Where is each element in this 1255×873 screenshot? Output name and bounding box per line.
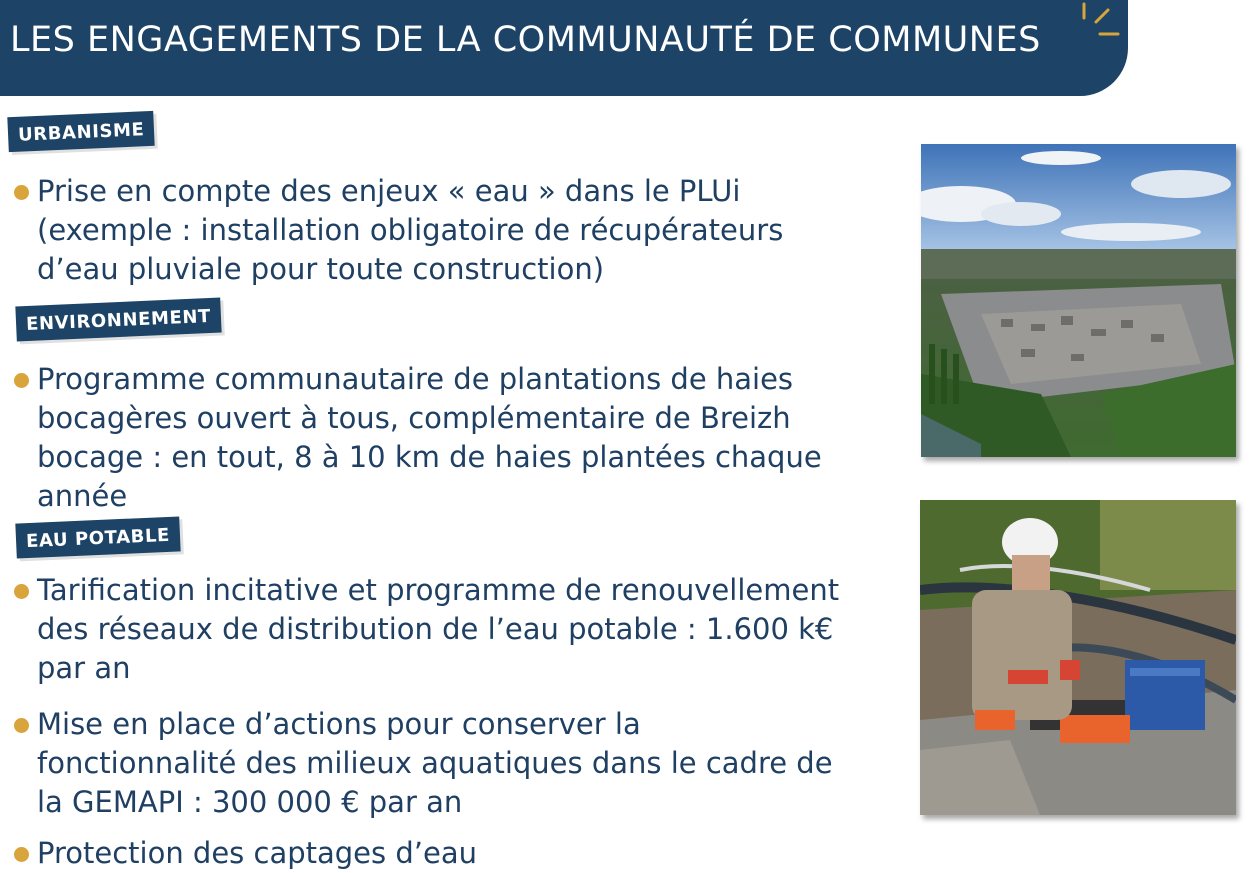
orange-dot-icon [14,185,29,200]
page-title: LES ENGAGEMENTS DE LA COMMUNAUTÉ DE COMMUNES [10,20,1041,60]
bullet-item [14,360,914,516]
bullet-item [14,705,914,822]
bullet-item [14,834,914,873]
bullet-text: Programme communautaire de plantations de haies bocagères ouvert à tous, complémentaire de Breizh bocage : en tout, 8 à 10 km de haies plantées chaque année [37,362,822,513]
orange-dot-icon [14,584,29,599]
bullet-text: Mise en place d’actions pour conserver la fonctionnalité des milieux aquatiques dans le cadre de la GEMAPI : 300 000 € par an [37,707,833,819]
bullet-text: Protection des captages d’eau [37,836,477,870]
section-tag-environnement: ENVIRONNEMENT [15,298,221,342]
orange-dot-icon [14,373,29,388]
orange-dot-icon [14,847,29,862]
section-tag-urbanisme: URBANISME [7,111,155,152]
sun-rays-icon [1072,0,1132,48]
bullet-text: Prise en compte des enjeux « eau » dans le PLUi (exemple : installation obligatoire de récupérateurs d’eau pluviale pour toute construction) [37,174,784,286]
town-aerial-photo [921,144,1236,457]
bullet-text: Tarification incitative et programme de renouvellement des réseaux de distribution de l’eau potable : 1.600 k€ par an [37,573,840,685]
header-banner [0,0,1128,96]
orange-dot-icon [14,718,29,733]
section-tag-eau-potable: EAU POTABLE [15,516,180,558]
water-worker-photo [920,500,1236,815]
bullet-item [14,571,914,688]
bullet-item [14,172,914,289]
